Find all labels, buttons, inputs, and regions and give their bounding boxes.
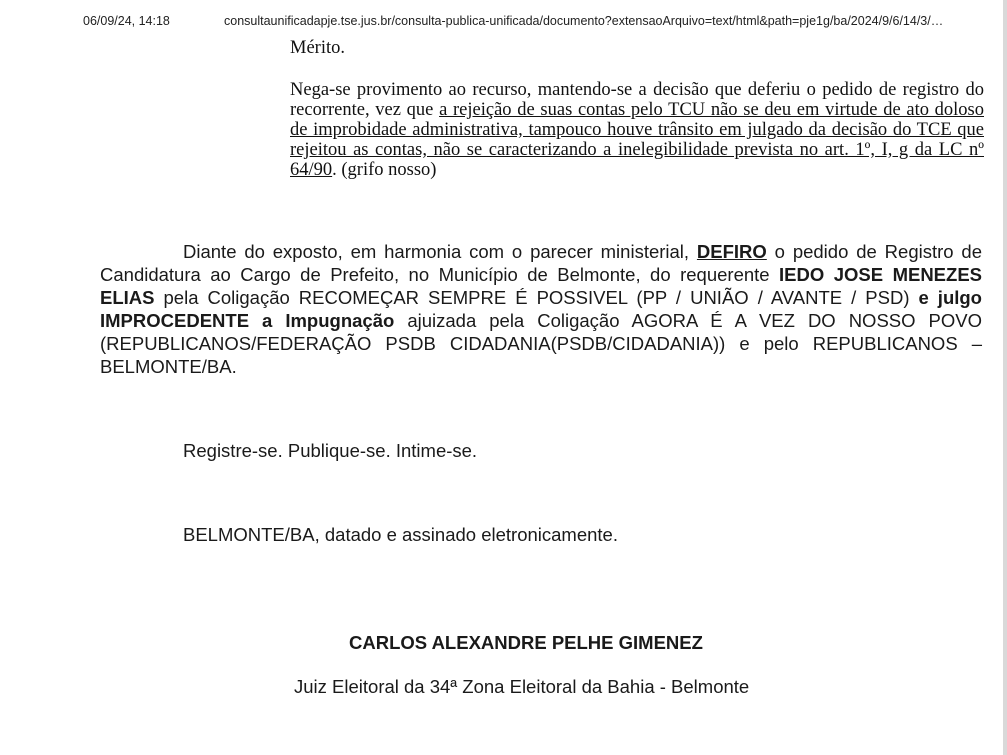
quote-underlined-text: a rejeição de suas contas pelo TCU não se deu em virtude de ato doloso de improbidade administrativa, tampouco houve trânsito em julgado da decisão do TCE que rejeitou as contas, não se caracterizando a inelegibilidade prevista no art. 1º, I, g da LC nº 64/90 — [290, 100, 984, 180]
candidate-name: IEDO JOSE MENEZES ELIAS — [100, 264, 982, 308]
improcedente-text: e julgo IMPROCEDENTE a Impugnação — [100, 287, 982, 331]
print-url: consultaunificadapje.tse.jus.br/consulta-publica-unificada/documento?extensaoArquivo=text/html&path=pje1g/ba/2024/9/6/14/3/… — [224, 14, 944, 28]
decision-text-1: Diante do exposto, em harmonia com o parecer ministerial, — [183, 241, 697, 262]
quote-tail: . (grifo nosso) — [332, 160, 437, 180]
decision-text-3: pela Coligação RECOMEÇAR SEMPRE É POSSIVEL (PP / UNIÃO / AVANTE / PSD) — [154, 287, 919, 308]
print-datetime: 06/09/24, 14:18 — [83, 14, 170, 28]
signer-role: Juiz Eleitoral da 34ª Zona Eleitoral da Bahia - Belmonte — [294, 676, 750, 697]
defiro-text: DEFIRO — [696, 241, 767, 262]
quote-title: Mérito. — [290, 38, 345, 58]
print-header — [0, 14, 1007, 34]
signer-name: CARLOS ALEXANDRE PELHE GIMENEZ — [349, 632, 703, 653]
decision-paragraph — [100, 240, 982, 378]
quote-text: Nega-se provimento ao recurso, mantendo-se a decisão que deferiu o pedido de registro do recorrente, vez que — [290, 80, 984, 120]
page-edge — [1003, 0, 1007, 755]
local-date-line: BELMONTE/BA, datado e assinado eletronicamente. — [183, 524, 618, 545]
quoted-excerpt — [290, 80, 984, 180]
decision-text-4: ajuizada pela Coligação AGORA É A VEZ DO NOSSO POVO (REPUBLICANOS/FEDERAÇÃO PSDB CIDADANIA(PSDB/CIDADANIA)) e pelo REPUBLICANOS – BELMONTE/BA. — [100, 310, 982, 377]
decision-text-2: o pedido de Registro de Candidatura ao Cargo de Prefeito, no Município de Belmonte, do requerente — [100, 241, 982, 285]
registre-line: Registre-se. Publique-se. Intime-se. — [183, 440, 478, 461]
